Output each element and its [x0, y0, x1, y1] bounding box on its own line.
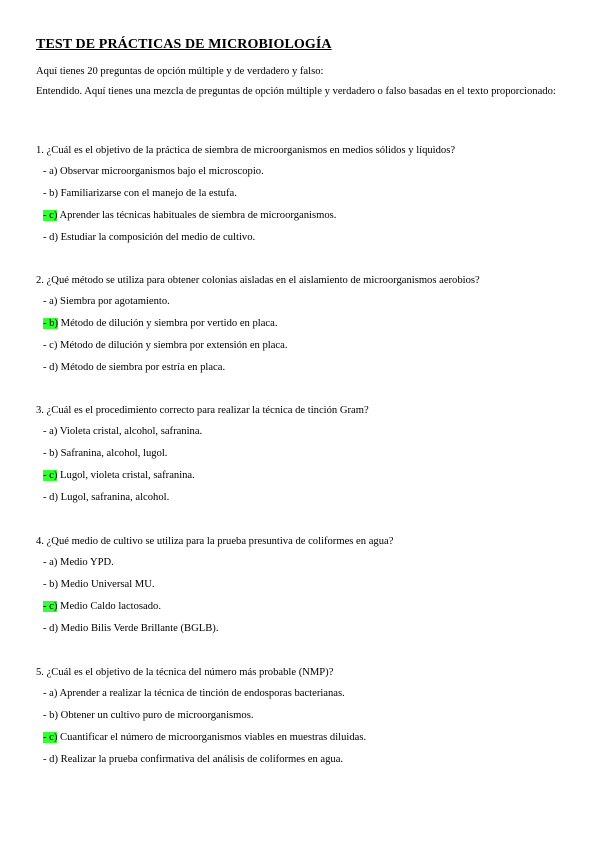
option-marker: - d)	[43, 492, 59, 503]
option-text: Medio Universal MU.	[58, 579, 155, 590]
option-marker: - a)	[43, 166, 58, 177]
option-text: Método de dilución y siembra por vertido en placa.	[58, 318, 278, 329]
option-marker: - b)	[43, 318, 59, 329]
option-text: Método de dilución y siembra por extensión en placa.	[57, 340, 288, 351]
answer-option-correct	[43, 600, 563, 614]
option-text: Familiarizarse con el manejo de la estufa.	[58, 188, 237, 199]
option-marker: - c)	[43, 470, 58, 481]
answer-option	[43, 556, 563, 570]
intro-paragraph-2: Entendido. Aquí tienes una mezcla de preguntas de opción múltiple y verdadero o falso basadas en el texto proporcionado:	[36, 86, 556, 97]
answer-option	[43, 295, 563, 309]
option-text: Siembra por agotamiento.	[57, 296, 170, 307]
answer-option	[43, 687, 563, 701]
answer-option-correct	[43, 209, 563, 223]
option-marker: - c)	[43, 340, 58, 351]
option-text: Estudiar la composición del medio de cultivo.	[58, 232, 256, 243]
option-text: Lugol, violeta cristal, safranina.	[57, 470, 195, 481]
option-marker: - d)	[43, 362, 59, 373]
answer-option	[43, 165, 563, 179]
option-text: Safranina, alcohol, lugol.	[58, 448, 168, 459]
option-marker: - c)	[43, 601, 58, 612]
option-text: Cuantificar el número de microorganismos viables en muestras diluidas.	[57, 732, 367, 743]
option-marker: - b)	[43, 448, 59, 459]
answer-option	[43, 622, 563, 636]
option-marker: - a)	[43, 296, 58, 307]
page-title: TEST DE PRÁCTICAS DE MICROBIOLOGÍA	[36, 37, 332, 52]
answer-option	[43, 753, 563, 767]
option-text: Método de siembra por estría en placa.	[58, 362, 226, 373]
intro-paragraph-1: Aquí tienes 20 preguntas de opción múltiple y de verdadero y falso:	[36, 66, 324, 77]
answer-option	[43, 447, 563, 461]
option-text: Violeta cristal, alcohol, safranina.	[57, 426, 203, 437]
question-text: 5. ¿Cuál es el objetivo de la técnica del número más probable (NMP)?	[36, 667, 334, 678]
option-text: Medio Caldo lactosado.	[57, 601, 161, 612]
option-marker: - b)	[43, 188, 59, 199]
answer-option-correct	[43, 317, 563, 331]
question-text: 1. ¿Cuál es el objetivo de la práctica de siembra de microorganismos en medios sólidos y líquidos?	[36, 145, 456, 156]
option-marker: - d)	[43, 754, 59, 765]
option-text: Aprender a realizar la técnica de tinción de endosporas bacterianas.	[57, 688, 345, 699]
answer-option	[43, 187, 563, 201]
option-text: Realizar la prueba confirmativa del análisis de coliformes en agua.	[58, 754, 344, 765]
option-text: Aprender las técnicas habituales de siembra de microorganismos.	[57, 210, 337, 221]
option-text: Medio Bilis Verde Brillante (BGLB).	[58, 623, 219, 634]
answer-option	[43, 361, 563, 375]
option-text: Medio YPD.	[57, 557, 114, 568]
answer-option	[43, 425, 563, 439]
option-marker: - d)	[43, 232, 59, 243]
option-text: Lugol, safranina, alcohol.	[58, 492, 170, 503]
answer-option	[43, 709, 563, 723]
question-text: 4. ¿Qué medio de cultivo se utiliza para la prueba presuntiva de coliformes en agua?	[36, 536, 394, 547]
option-marker: - a)	[43, 426, 58, 437]
question-text: 2. ¿Qué método se utiliza para obtener colonias aisladas en el aislamiento de microorganismos aerobios?	[36, 275, 480, 286]
option-marker: - d)	[43, 623, 59, 634]
answer-option	[43, 578, 563, 592]
option-marker: - b)	[43, 710, 59, 721]
option-text: Observar microorganismos bajo el microscopio.	[57, 166, 264, 177]
answer-option	[43, 231, 563, 245]
option-marker: - a)	[43, 688, 58, 699]
answer-option-correct	[43, 731, 563, 745]
answer-option	[43, 491, 563, 505]
answer-option	[43, 339, 563, 353]
option-marker: - a)	[43, 557, 58, 568]
option-marker: - c)	[43, 210, 58, 221]
answer-option-correct	[43, 469, 563, 483]
option-marker: - c)	[43, 732, 58, 743]
option-text: Obtener un cultivo puro de microorganismos.	[58, 710, 254, 721]
option-marker: - b)	[43, 579, 59, 590]
question-text: 3. ¿Cuál es el procedimiento correcto para realizar la técnica de tinción Gram?	[36, 405, 369, 416]
